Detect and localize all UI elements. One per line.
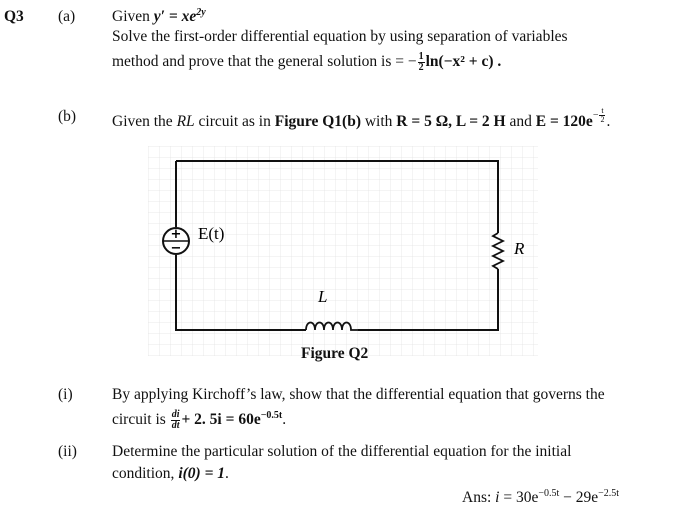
governing-equation: + 2. 5i = 60e bbox=[181, 411, 261, 429]
exp-fraction bbox=[599, 107, 605, 124]
part-b-and: and bbox=[505, 112, 536, 130]
sub-ii-label: (ii) bbox=[58, 443, 77, 460]
half-fraction bbox=[418, 52, 425, 73]
rl-text: RL bbox=[176, 112, 195, 130]
answer-prefix: Ans: bbox=[462, 489, 496, 506]
exp-minus: − bbox=[592, 109, 599, 121]
part-b-period: . bbox=[606, 112, 611, 130]
circuit-params: R = 5 Ω, L = 2 H bbox=[396, 112, 506, 130]
sub-ii-period: . bbox=[225, 465, 229, 482]
derivative-fraction bbox=[171, 410, 181, 431]
given-exponent: 2y bbox=[196, 7, 206, 18]
question-number: Q3 bbox=[4, 8, 24, 25]
initial-condition: i(0) = 1 bbox=[178, 465, 226, 482]
derivative-numerator: di bbox=[171, 409, 180, 420]
answer-exp1: −0.5t bbox=[538, 488, 560, 499]
part-b-with: with bbox=[360, 112, 397, 130]
part-a-given bbox=[112, 7, 206, 27]
answer-mid: − 29e bbox=[559, 489, 599, 506]
given-prefix: Given bbox=[112, 8, 154, 25]
general-solution: ln(−x² + c) . bbox=[425, 53, 502, 71]
derivative-denominator: dt bbox=[171, 420, 180, 431]
answer-exp2: −2.5t bbox=[598, 488, 620, 499]
sub-ii-line2 bbox=[112, 464, 229, 484]
part-b-mid: circuit as in bbox=[194, 112, 275, 130]
part-a-line3 bbox=[112, 52, 501, 73]
source-exponent bbox=[592, 106, 607, 124]
source-label: E(t) bbox=[198, 224, 225, 243]
exp-denominator: 2 bbox=[600, 115, 605, 124]
sub-i-line2 bbox=[112, 410, 286, 431]
fraction-denominator: 2 bbox=[418, 62, 424, 73]
part-a-label: (a) bbox=[58, 8, 76, 25]
sub-i-line1: By applying Kirchoff’s law, show that the differential equation that governs the bbox=[112, 386, 605, 403]
part-a-line2: Solve the first-order differential equation by using separation of variables bbox=[112, 28, 568, 45]
exp-numerator: t bbox=[601, 106, 604, 115]
fraction-numerator: 1 bbox=[418, 51, 424, 62]
part-b-prefix: Given the bbox=[112, 112, 177, 130]
inductor-label: L bbox=[318, 287, 328, 306]
figure-caption: Figure Q2 bbox=[301, 345, 369, 362]
sub-ii-prefix: condition, bbox=[112, 465, 179, 482]
part-b-label: (b) bbox=[58, 108, 77, 125]
part-b-text bbox=[112, 107, 610, 132]
source-minus: − bbox=[170, 241, 182, 256]
sub-ii-line1: Determine the particular solution of the differential equation for the initial bbox=[112, 443, 572, 460]
figure-reference: Figure Q1(b) bbox=[274, 112, 361, 130]
resistor-label: R bbox=[514, 239, 525, 258]
sub-i-period: . bbox=[282, 411, 287, 429]
line3-prefix: method and prove that the general solution is = − bbox=[112, 53, 417, 71]
sub-i-prefix: circuit is bbox=[112, 411, 170, 429]
answer-eq: = 30e bbox=[499, 489, 539, 506]
answer bbox=[462, 488, 619, 508]
sub-i-label: (i) bbox=[58, 386, 73, 403]
governing-exponent: −0.5t bbox=[260, 410, 283, 422]
source-plus: + bbox=[170, 227, 182, 242]
answer-variable: i bbox=[495, 489, 500, 506]
given-equation: y′ = xe bbox=[153, 8, 197, 25]
source-equation: E = 120e bbox=[535, 112, 593, 130]
rl-circuit-figure bbox=[148, 146, 538, 356]
